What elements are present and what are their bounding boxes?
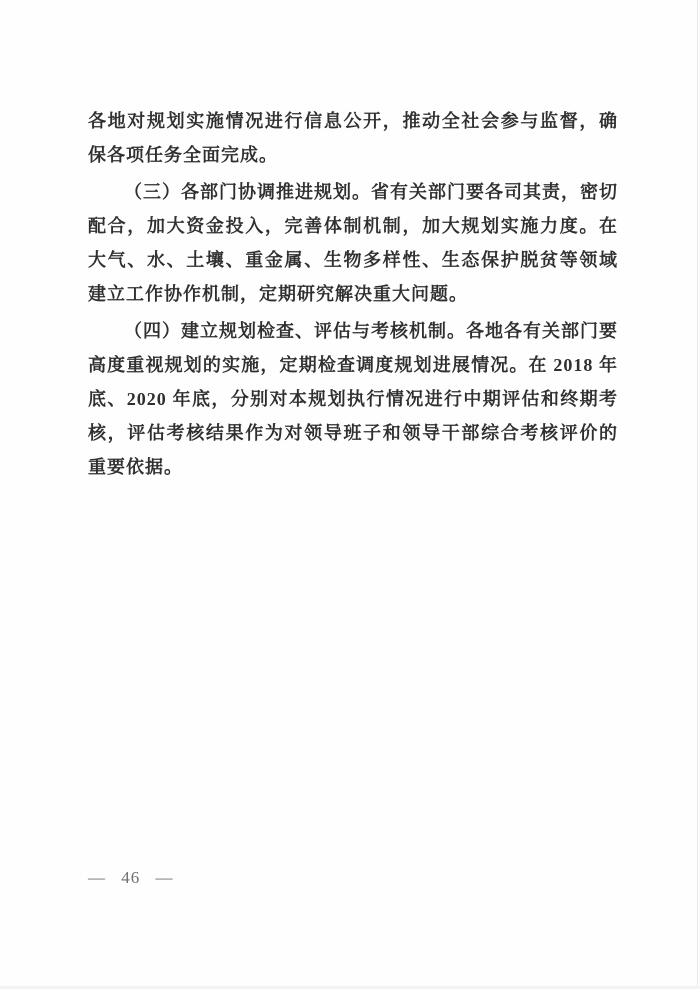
page-number: — 46 — <box>88 868 174 887</box>
paragraph-continuation: 各地对规划实施情况进行信息公开，推动全社会参与监督，确保各项任务全面完成。 <box>88 111 618 165</box>
paragraph-section-3: （三）各部门协调推进规划。省有关部门要各司其责，密切配合，加大资金投入，完善体制机制，加大规划实施力度。在大气、水、土壤、重金属、生物多样性、生态保护脱贫等领域建立工作协作机制，定期研究解决重大问题。 <box>88 182 618 304</box>
page-edge-right <box>697 0 698 989</box>
body-text <box>88 104 618 487</box>
paragraph-section-4: （四）建立规划检查、评估与考核机制。各地各有关部门要高度重视规划的实施，定期检查调度规划进展情况。在 2018 年底、2020 年底，分别对本规划执行情况进行中期评估和终期考核，评估考核结果作为对领导班子和领导干部综合考核评价的重要依据。 <box>88 321 618 477</box>
